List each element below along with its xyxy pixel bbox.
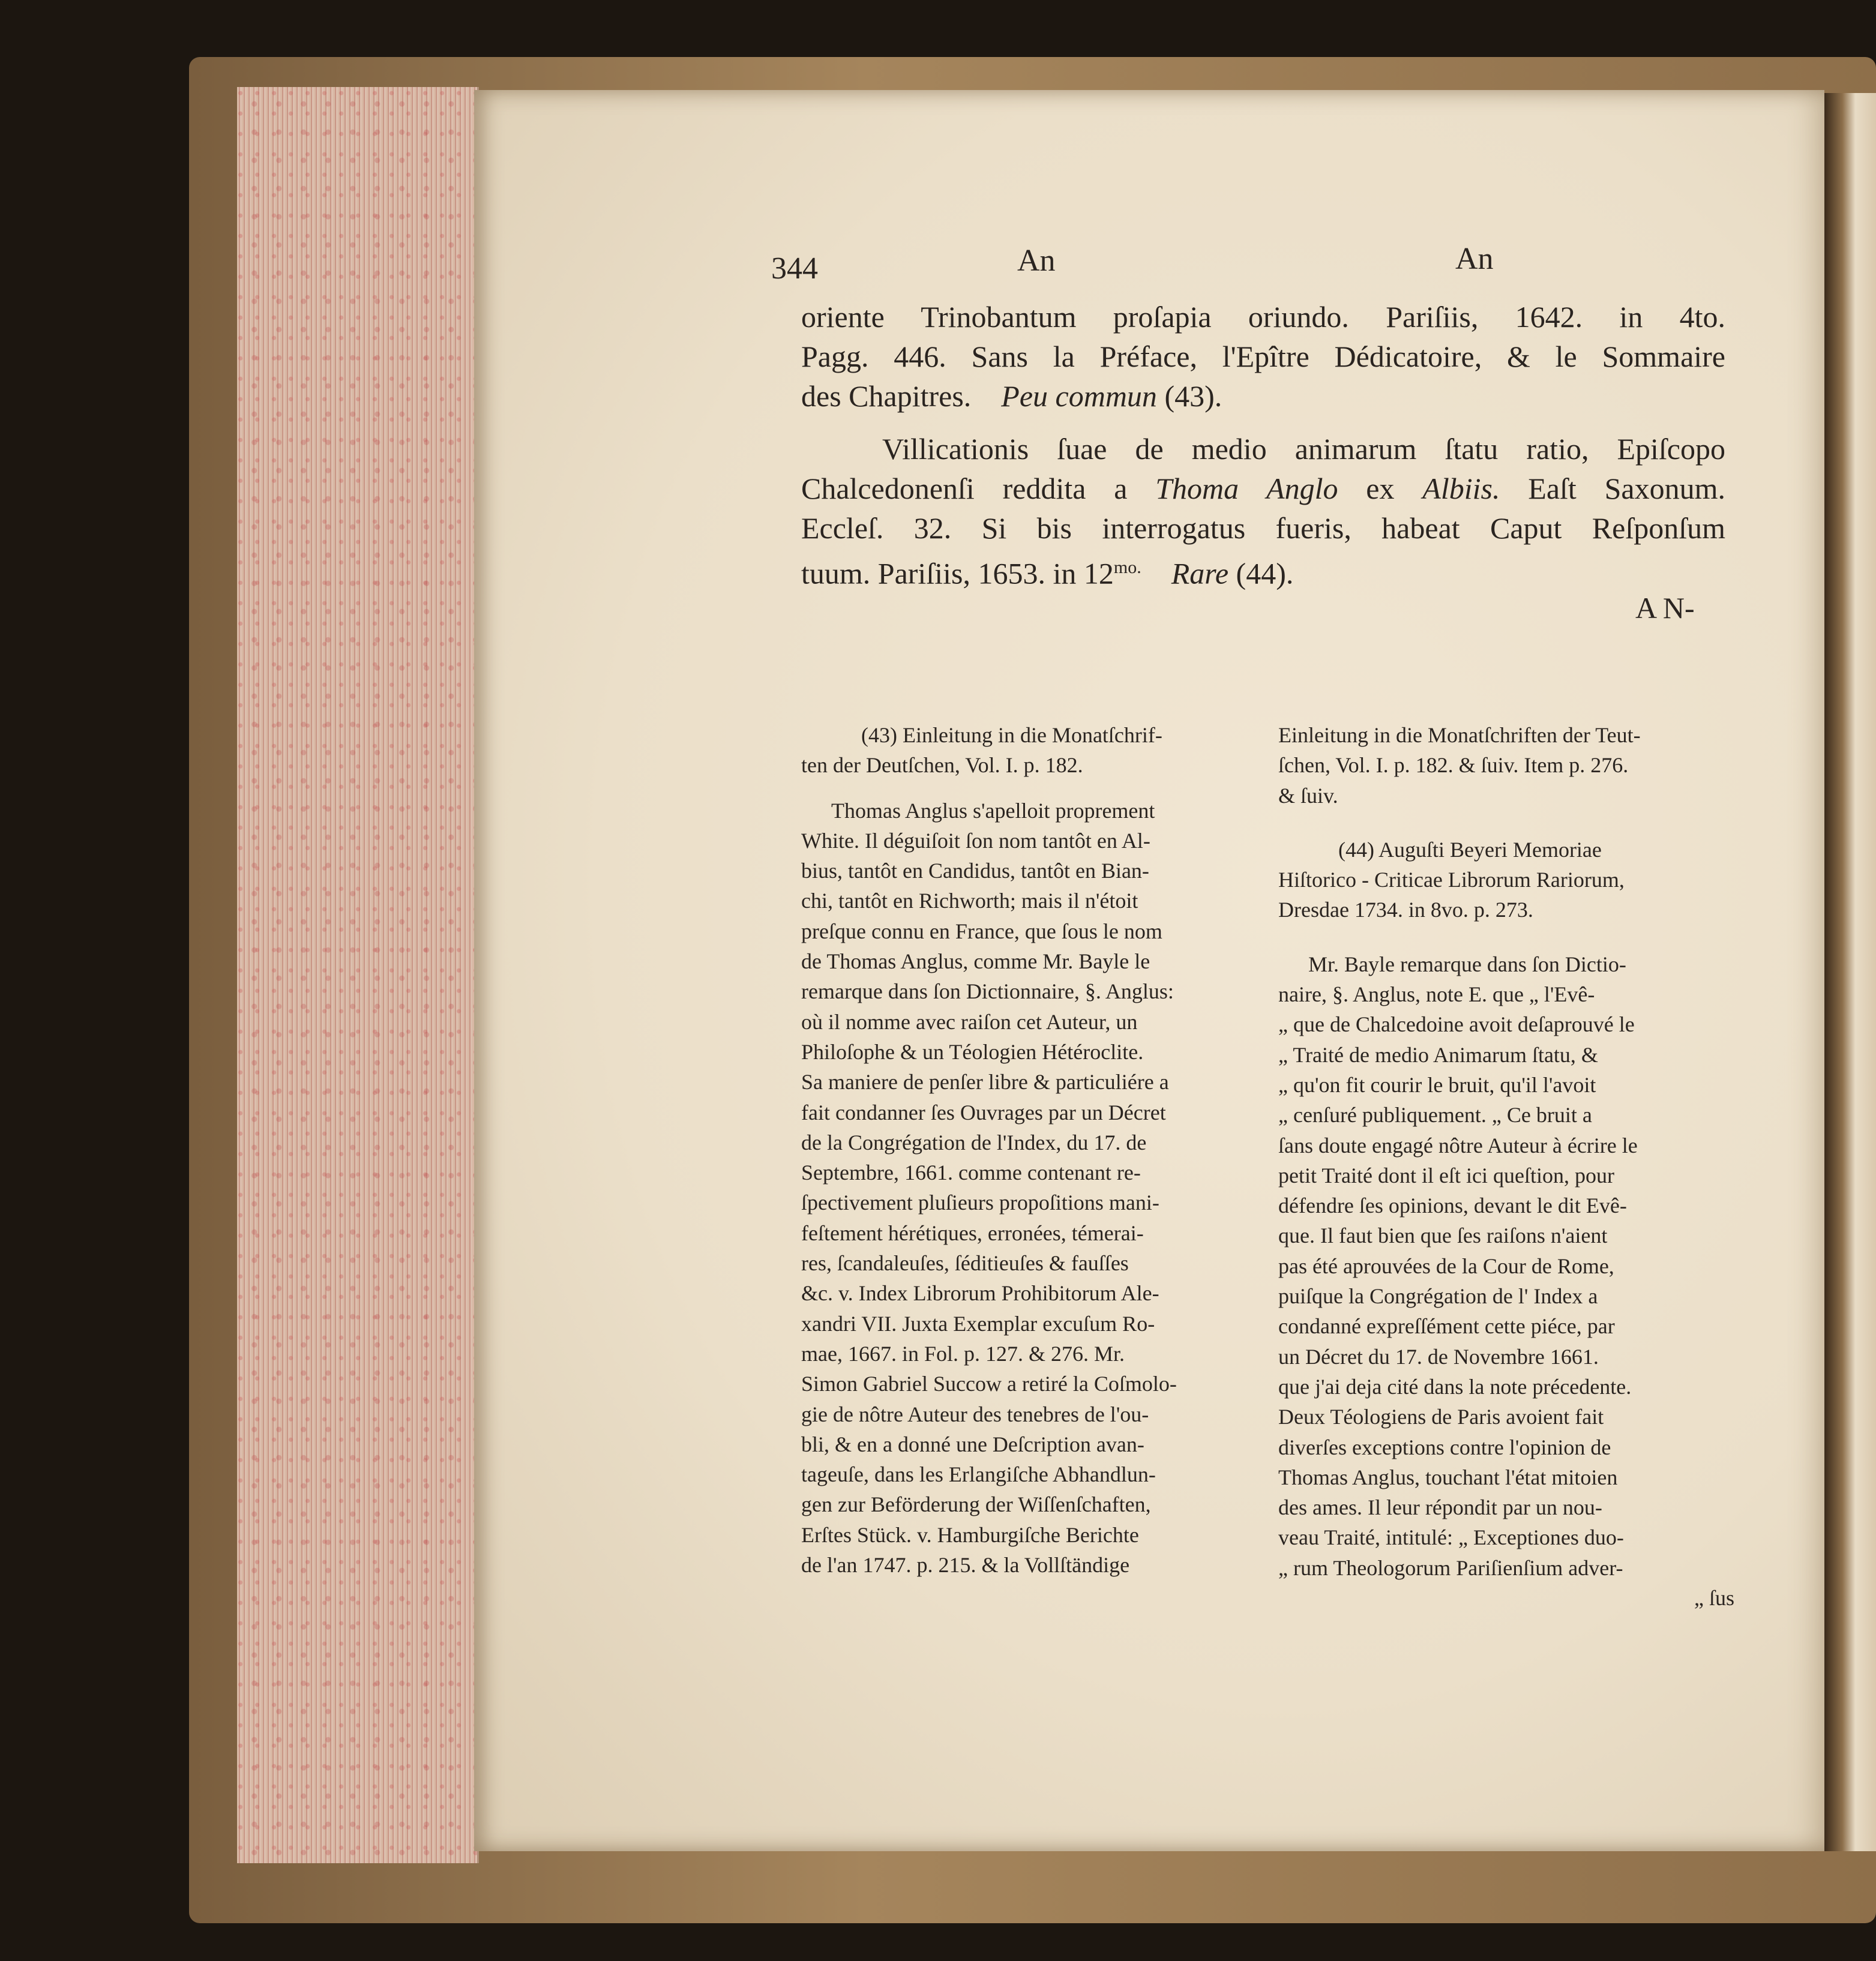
page-edges: [237, 87, 479, 1863]
rarity-label: Peu commun: [1001, 379, 1157, 413]
footnotes-left: (43) Einleitung in die Monatſchrif- ten der Deutſchen, Vol. I. p. 182. Thomas Anglus s'apelloit proprement White. Il déguiſoit ſon nom tantôt en Al- bius, tantôt en Candidus, tantôt en Bian- chi, tantôt en Richworth; mais il n'étoit preſque connu en France, que ſous le nom de Thomas Anglus, comme Mr. Bayle le remarque dans ſon Dictionnaire, §. Anglus: où il nomme avec raiſon cet Auteur, un Philoſophe & un Téologien Hétéroclite. Sa maniere de penſer libre & particuliére a fait condanner ſes Ouvrages par un Décret de la Congrégation de l'Index, du 17. de Septembre, 1661. comme contenant re- ſpectivement pluſieurs propoſitions mani- feſtement hérétiques, erronées, témerai- res, ſcandaleuſes, ſéditieuſes & fauſſes &c. v. Index Librorum Prohibitorum Ale- xandri VII. Juxta Exemplar excuſum Ro- mae, 1667. in Fol. p. 127. & 276. Mr. Simon Gabriel Succow a retiré la Coſmolo- gie de nôtre Auteur des tenebres de l'ou- bli, & en a donné une Deſcription avan- tageuſe, dans les Erlangiſche Abhandlun- gen zur Beförderung der Wiſſenſchaften, Erſtes Stück. v. Hamburgiſche Berichte de l'an 1747. p. 215. & la Vollſtändige: [801, 723, 1177, 1578]
author-alias: Albiis.: [1422, 472, 1500, 505]
entry2-line-3: Eccleſ. 32. Si bis interrogatus fueris, habeat Caput Reſponſum: [801, 511, 1725, 545]
running-head-left: An: [1017, 244, 1056, 278]
entry2-line-1: Villicationis ſuae de medio animarum ſtatu ratio, Epiſcopo: [882, 432, 1725, 466]
entry2-line-2: Chalcedonenſi reddita a Thoma Anglo ex Albiis. Eaſt Saxonum.: [801, 472, 1725, 505]
entry1-line-1: oriente Trinobantum proſapia oriundo. Pariſiis, 1642. in 4to.: [801, 300, 1725, 334]
main-entry-1: [801, 297, 1725, 376]
entry1-line-3: des Chapitres. Peu commun (43).: [801, 379, 1222, 413]
facing-page-edge: [1824, 93, 1876, 1851]
author-name: Thoma Anglo: [1155, 472, 1338, 505]
rarity-label: Rare: [1171, 556, 1229, 590]
note-ref: (44).: [1236, 556, 1294, 590]
catchword: A N-: [1635, 591, 1695, 625]
entry2-line-4: tuum. Pariſiis, 1653. in $12^{mo.}$ Rare (44).: [801, 556, 1294, 590]
entry1-line-2: Pagg. 446. Sans la Préface, l'Epître Dédicatoire, & le Sommaire: [801, 340, 1725, 373]
note-ref: (43).: [1164, 379, 1222, 413]
footnotes-right: Einleitung in die Monatſchriften der Teut- ſchen, Vol. I. p. 182. & ſuiv. Item p. 276. & ſuiv. (44) Auguſti Beyeri Memoriae Hiſtorico - Criticae Librorum Rariorum, Dresdae 1734. in 8vo. p. 273. Mr. Bayle remarque dans ſon Dictio- naire, §. Anglus, note E. que „ l'Evê- „ que de Chalcedoine avoit deſaprouvé le „ Traité de medio Animarum ſtatu, & „ qu'on fit courir le bruit, qu'il l'avoit „ cenſuré publiquement. „ Ce bruit a ſans doute engagé nôtre Auteur à écrire le petit Traité dont il eſt ici queſtion, pour défendre ſes opinions, devant le dit Evê- que. Il faut bien que ſes raiſons n'aient pas été aprouvées de la Cour de Rome, puiſque la Congrégation de l' Index a condanné expreſſément cette piéce, par un Décret du 17. de Novembre 1661. que j'ai deja cité dans la note précedente. Deux Téologiens de Paris avoient fait diverſes exceptions contre l'opinion de Thomas Anglus, touchant l'état mitoien des ames. Il leur répondit par un nou- veau Traité, intitulé: „ Exceptiones duo- „ rum Theologorum Pariſienſium adver- „ ſus: [1278, 723, 1734, 1611]
running-head-right: An: [1455, 242, 1494, 276]
book-page: [474, 90, 1824, 1851]
page-number: 344: [771, 251, 818, 286]
